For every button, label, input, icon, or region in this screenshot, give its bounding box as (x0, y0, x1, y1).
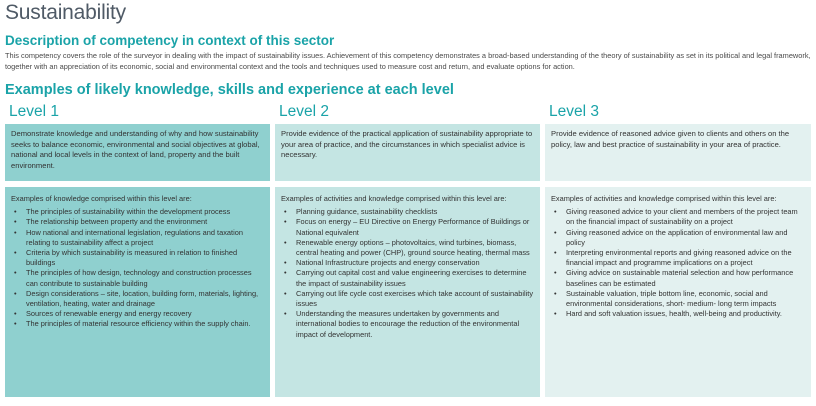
bullet-icon: • (554, 227, 557, 237)
level-summary: Provide evidence of the practical application of sustainability appropriate to your area of practice, and the circumstances in which specialist advice is necessary. (275, 124, 540, 181)
level-title: Level 3 (549, 103, 599, 120)
list-item (551, 268, 805, 288)
list-item-text: Understanding the measures undertaken by governments and international bodies to encourage the reduction of the environmental impact of development. (296, 309, 520, 339)
bullet-icon: • (284, 207, 287, 217)
list-item (551, 207, 805, 227)
examples-list (11, 207, 264, 329)
list-item (11, 217, 264, 227)
bullet-icon: • (554, 248, 557, 258)
list-item-text: Focus on energy – EU Directive on Energy Performance of Buildings or National equivalent (296, 217, 530, 237)
list-item-text: Giving reasoned advice on the application of environmental law and policy (566, 227, 788, 247)
list-item (11, 319, 264, 329)
competency-heading: Description of competency in context of this sector (5, 33, 335, 48)
list-item-text: Giving advice on sustainable material selection and how performance baselines can be estimated (566, 268, 794, 288)
bullet-icon: • (554, 207, 557, 217)
list-item-text: The principles of material resource efficiency within the supply chain. (26, 319, 251, 329)
list-item-text: The principles of sustainability within the development process (26, 207, 231, 217)
list-item (281, 207, 534, 217)
examples-intro: Examples of activities and knowledge comprised within this level are: (281, 194, 507, 203)
bullet-icon: • (284, 309, 287, 319)
bullet-icon: • (14, 288, 17, 298)
examples-list (551, 207, 805, 319)
bullet-icon: • (14, 207, 17, 217)
bullet-icon: • (284, 258, 287, 268)
list-item (281, 289, 534, 309)
list-item (11, 309, 264, 319)
list-item (11, 228, 264, 248)
bullet-icon: • (14, 309, 17, 319)
level-3-column (545, 102, 811, 397)
bullet-icon: • (554, 309, 557, 319)
list-item-text: Interpreting environmental reports and giving reasoned advice on the financial impact and programme implications on a project (566, 248, 792, 268)
list-item (551, 309, 805, 319)
list-item-text: Criteria by which sustainability is measured in relation to finished buildings (26, 248, 238, 268)
bullet-icon: • (554, 268, 557, 278)
competency-description: This competency covers the role of the surveyor in dealing with the impact of sustainability issues. Achievement of this competency demonstrates a broad-based understanding of the theory of sustainability as set in its political and legal framework, together with an appreciation of its economic, social and environmental context and the tools and techniques used to measure cost and return, and evaluate options for action. (5, 51, 811, 71)
level-examples (275, 187, 540, 397)
list-item-text: Design considerations – site, location, building form, materials, lighting, ventilation, heating, water and drainage (26, 288, 259, 309)
level-examples (545, 187, 811, 397)
list-item (551, 289, 805, 309)
list-item-text: Renewable energy options – photovoltaics, wind turbines, biomass, central heating and power (CHP), ground source heating, thermal mass (296, 237, 530, 258)
list-item (551, 228, 805, 248)
list-item-text: Sources of renewable energy and energy recovery (26, 309, 192, 319)
bullet-icon: • (284, 268, 287, 278)
bullet-icon: • (554, 288, 557, 298)
level-summary: Demonstrate knowledge and understanding of why and how sustainability seeks to balance economic, environmental and social objectives at global, national and local levels in the context of land, property and the built environment. (5, 124, 270, 181)
list-item-text: Planning guidance, sustainability checklists (296, 207, 438, 217)
bullet-icon: • (14, 319, 17, 329)
list-item-text: Giving reasoned advice to your client and members of the project team on the financial impact of sustainability on a project (566, 207, 798, 227)
list-item-text: The relationship between property and the environment (26, 217, 208, 227)
bullet-icon: • (284, 288, 287, 298)
examples-intro: Examples of activities and knowledge comprised within this level are: (551, 194, 777, 203)
level-title: Level 1 (9, 103, 59, 120)
examples-intro: Examples of knowledge comprised within this level are: (11, 194, 192, 203)
list-item-text: National Infrastructure projects and energy conservation (296, 258, 480, 268)
list-item (281, 217, 534, 237)
level-2-column (275, 102, 540, 397)
list-item-text: How national and international legislation, regulations and taxation relating to sustainability affect a project (26, 227, 243, 247)
bullet-icon: • (284, 237, 287, 247)
list-item-text: Carrying out capital cost and value engineering exercises to determine the impact of sustainability issues (296, 268, 527, 288)
examples-list (281, 207, 534, 340)
list-item-text: Hard and soft valuation issues, health, well-being and productivity. (566, 309, 782, 319)
list-item (11, 207, 264, 217)
bullet-icon: • (14, 217, 17, 227)
examples-heading: Examples of likely knowledge, skills and experience at each level (5, 82, 454, 98)
list-item (11, 289, 264, 309)
list-item (281, 268, 534, 288)
list-item (11, 268, 264, 288)
bullet-icon: • (14, 227, 17, 237)
level-1-column (5, 102, 270, 397)
list-item (551, 248, 805, 268)
level-examples (5, 187, 270, 397)
page-title: Sustainability (5, 1, 126, 24)
list-item (281, 238, 534, 258)
bullet-icon: • (284, 217, 287, 227)
level-title: Level 2 (279, 103, 329, 120)
list-item (281, 309, 534, 340)
bullet-icon: • (14, 268, 17, 278)
list-item-text: The principles of how design, technology and construction processes can contribute to sustainable building (26, 268, 252, 288)
list-item (281, 258, 534, 268)
list-item (11, 248, 264, 268)
level-summary: Provide evidence of reasoned advice given to clients and others on the policy, law and best practice of sustainability in your area of practice. (545, 124, 811, 181)
bullet-icon: • (14, 248, 17, 258)
list-item-text: Carrying out life cycle cost exercises which take account of sustainability issues (296, 288, 534, 309)
list-item-text: Sustainable valuation, triple bottom line, economic, social and environmental considerations, short- medium- long term impacts (566, 288, 777, 309)
